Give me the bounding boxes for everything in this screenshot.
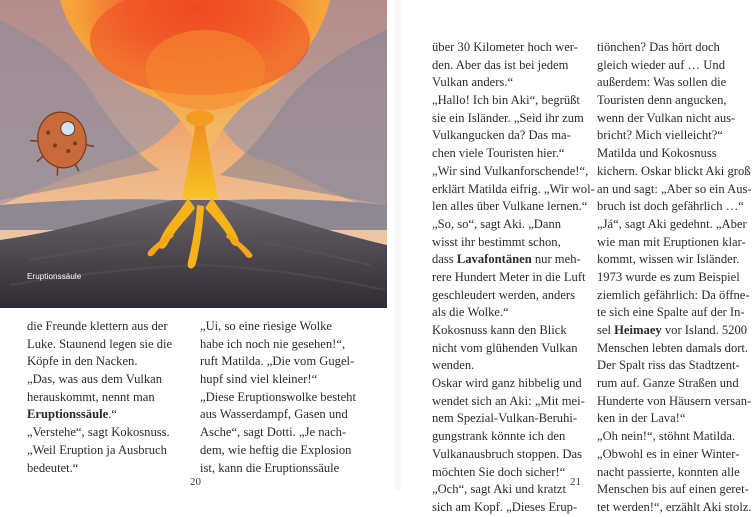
text-segment: nacht passierte, konnten alle xyxy=(597,464,740,479)
text-segment: wenn der Vulkan nicht aus- xyxy=(597,110,736,125)
text-line xyxy=(432,481,577,499)
text-segment: „Oh nein!“, stöhnt Matilda. xyxy=(597,429,736,444)
left-page xyxy=(0,0,395,490)
text-segment: „Diese Eruptionswolke besteht xyxy=(200,389,356,404)
right-page-column-2 xyxy=(597,39,752,517)
volcano-eruption-image xyxy=(0,0,387,308)
text-segment: als die Wolke.“ xyxy=(432,305,509,320)
bold-term: Eruptionssäule xyxy=(27,407,109,422)
text-line xyxy=(432,464,577,482)
text-line xyxy=(432,499,577,517)
text-segment: „Wir sind Vulkanforschende!“, xyxy=(432,163,589,178)
text-line xyxy=(200,406,385,424)
text-line xyxy=(27,460,197,478)
text-segment: wie man mit Eruptionen klar- xyxy=(597,234,746,249)
text-line xyxy=(432,163,589,181)
bold-term: Lavafontänen xyxy=(456,252,532,267)
text-segment: te sich eine Spalte auf der In- xyxy=(597,305,745,320)
text-line xyxy=(597,181,752,199)
text-segment: 1973 wurde es zum Beispiel xyxy=(597,269,740,284)
text-segment: an und sagt: „Aber so ein Aus- xyxy=(597,181,752,196)
text-line xyxy=(597,410,717,428)
text-line xyxy=(432,393,585,411)
text-line xyxy=(200,460,385,478)
text-line xyxy=(597,92,727,110)
text-line xyxy=(597,499,752,517)
text-segment: über 30 Kilometer hoch wer- xyxy=(432,40,578,54)
text-line xyxy=(597,322,748,340)
text-segment: „Ui, so eine riesige Wolke xyxy=(200,319,333,333)
text-line xyxy=(200,442,385,460)
text-line xyxy=(432,145,577,163)
text-line xyxy=(597,340,749,358)
text-segment: bruch ist doch gefährlich …“ xyxy=(597,199,744,214)
text-segment: rum auf. Ganze Straßen und xyxy=(597,376,739,391)
text-segment: den. Aber das ist bei jedem xyxy=(432,57,569,72)
text-line xyxy=(597,145,717,163)
text-segment: sich am Kopf. „Dieses Erup- xyxy=(432,499,578,514)
text-segment: Oskar wird ganz hibbelig und xyxy=(432,376,582,391)
text-line xyxy=(432,269,586,287)
text-line xyxy=(597,357,740,375)
text-segment: Touristen denn angucken, xyxy=(597,93,727,108)
text-segment: „Hallo! Ich bin Aki“, begrüßt xyxy=(432,93,580,108)
text-line xyxy=(27,318,197,336)
text-segment: Vulkan anders.“ xyxy=(432,75,514,90)
page-number-right: 21 xyxy=(570,476,581,488)
text-segment: Menschen lebten damals dort. xyxy=(597,340,749,355)
text-line xyxy=(597,287,750,305)
text-segment: Kokosnuss kann den Blick xyxy=(432,323,567,337)
text-line xyxy=(597,464,740,482)
text-segment: tiönchen? Das hört doch xyxy=(597,40,720,54)
text-line xyxy=(432,127,577,145)
text-segment: Hunderte von Häusern versan- xyxy=(597,393,752,408)
text-line xyxy=(432,39,577,57)
text-line xyxy=(432,340,577,358)
bold-term: Heimaey xyxy=(614,323,662,337)
text-line xyxy=(597,481,749,499)
text-line xyxy=(27,353,197,371)
text-line xyxy=(597,216,747,234)
text-segment: ken in der Lava!“ xyxy=(597,411,686,426)
text-line xyxy=(597,57,725,75)
text-line xyxy=(432,375,582,393)
text-segment: „Obwohl es in einer Winter- xyxy=(597,446,740,461)
text-line xyxy=(432,304,577,322)
text-line xyxy=(432,410,577,428)
text-segment: „Weil Eruption ja Ausbruch xyxy=(27,442,167,457)
text-segment: dass xyxy=(432,252,457,267)
text-segment: len alles über Vulkane lernen.“ xyxy=(432,199,588,214)
text-segment: gungstrank könnte ich den xyxy=(432,429,566,444)
text-segment: möchten Sie doch sicher!“ xyxy=(432,464,566,479)
text-segment: kommt, wissen wir Isländer. xyxy=(597,252,740,267)
text-segment: .“ xyxy=(108,407,117,422)
text-line xyxy=(27,424,197,442)
text-segment: aus Wasserdampf, Gasen und xyxy=(200,407,348,422)
text-line xyxy=(597,393,752,411)
text-segment: vor Island. 5200 xyxy=(661,323,748,337)
text-line xyxy=(27,371,197,389)
text-segment: tet werden!“, erzählt Aki stolz. xyxy=(597,499,752,514)
text-segment: Luke. Staunend legen sie die xyxy=(27,336,173,351)
text-segment: wendet sich an Aki: „Mit mei- xyxy=(432,393,585,408)
text-line xyxy=(597,269,740,287)
text-line xyxy=(432,357,577,375)
text-line xyxy=(432,110,584,128)
text-segment: ist, kann die Eruptionssäule xyxy=(200,460,340,475)
text-segment: ziemlich gefährlich: Da öffne- xyxy=(597,287,750,302)
text-segment: wisst ihr bestimmt schon, xyxy=(432,234,561,249)
text-segment: Vulkangucken da? Das ma- xyxy=(432,128,571,143)
text-line xyxy=(597,127,723,145)
text-segment: ruft Matilda. „Die vom Gugel- xyxy=(200,354,355,369)
text-segment: hupf sind viel kleiner!“ xyxy=(200,372,318,387)
page-number-left: 20 xyxy=(190,476,201,488)
text-line xyxy=(27,442,197,460)
text-line xyxy=(597,39,720,57)
text-segment: Matilda und Kokosnuss xyxy=(597,146,717,161)
text-line xyxy=(597,375,739,393)
right-page-column-1 xyxy=(432,39,595,517)
text-line xyxy=(432,446,582,464)
text-line xyxy=(200,424,385,442)
text-line xyxy=(432,428,577,446)
text-segment: nicht vom glühenden Vulkan xyxy=(432,340,578,355)
text-line xyxy=(432,234,577,252)
volcano-illustration xyxy=(0,0,387,308)
text-line xyxy=(27,406,197,424)
text-segment: kichern. Oskar blickt Aki groß xyxy=(597,163,751,178)
text-line xyxy=(432,74,577,92)
text-segment: nem Spezial-Vulkan-Beruhi- xyxy=(432,411,578,426)
text-line xyxy=(432,287,577,305)
text-line xyxy=(597,304,745,322)
text-segment: dem, wie heftig die Explosion xyxy=(200,442,352,457)
text-segment: außerdem: Was sollen die xyxy=(597,75,727,90)
text-segment: Der Spalt riss das Stadtzent- xyxy=(597,358,740,373)
text-segment: Asche“, sagt Dotti. „Je nach- xyxy=(200,425,347,440)
text-line xyxy=(597,234,746,252)
text-line xyxy=(597,163,751,181)
text-segment: Vulkanausbruch stoppen. Das xyxy=(432,446,582,461)
text-segment: erklärt Matilda eifrig. „Wir wol- xyxy=(432,181,595,196)
text-line xyxy=(200,336,385,354)
text-line xyxy=(200,371,385,389)
text-line xyxy=(432,92,580,110)
text-segment: „Já“, sagt Aki gedehnt. „Aber xyxy=(597,216,747,231)
text-line xyxy=(432,57,577,75)
text-line xyxy=(200,318,385,336)
text-segment: gleich wieder auf … Und xyxy=(597,57,725,72)
text-line xyxy=(200,389,385,407)
left-page-column-1 xyxy=(27,318,197,477)
text-segment: bricht? Mich vielleicht?“ xyxy=(597,128,723,143)
text-segment: herauskommt, nennt man xyxy=(27,389,155,404)
text-segment: „Och“, sagt Aki und kratzt xyxy=(432,482,566,497)
text-line xyxy=(432,181,595,199)
text-line xyxy=(597,74,727,92)
text-segment: „Verstehe“, sagt Kokosnuss. xyxy=(27,425,170,440)
text-segment: habe ich noch nie gesehen!“, xyxy=(200,336,346,351)
text-segment: wenden. xyxy=(432,358,475,373)
text-line xyxy=(597,251,740,269)
text-segment: sie ein Isländer. „Seid ihr zum xyxy=(432,110,584,125)
text-line xyxy=(597,198,744,216)
text-segment: nur meh- xyxy=(531,252,581,267)
illustration-caption: Eruptionssäule xyxy=(27,272,82,281)
text-line xyxy=(597,446,740,464)
text-line xyxy=(597,428,736,446)
text-segment: sel xyxy=(597,323,615,337)
text-segment: bedeutet.“ xyxy=(27,460,79,475)
text-line xyxy=(597,110,736,128)
text-line xyxy=(432,251,581,269)
text-segment: „So, so“, sagt Aki. „Dann xyxy=(432,216,562,231)
text-segment: Köpfe in den Nacken. xyxy=(27,354,138,369)
text-segment: chen viele Touristen hier.“ xyxy=(432,146,565,161)
text-line xyxy=(27,336,197,354)
left-page-column-2 xyxy=(200,318,385,477)
text-segment: „Das, was aus dem Vulkan xyxy=(27,372,163,387)
text-line xyxy=(432,216,577,234)
text-line xyxy=(432,322,577,340)
text-line xyxy=(200,353,385,371)
text-line xyxy=(432,198,588,216)
text-segment: rere Hundert Meter in die Luft xyxy=(432,269,586,284)
text-segment: geschleudert werden, anders xyxy=(432,287,576,302)
text-segment: Menschen bis auf einen geret- xyxy=(597,482,749,497)
text-segment: die Freunde klettern aus der xyxy=(27,319,168,333)
text-line xyxy=(27,389,197,407)
